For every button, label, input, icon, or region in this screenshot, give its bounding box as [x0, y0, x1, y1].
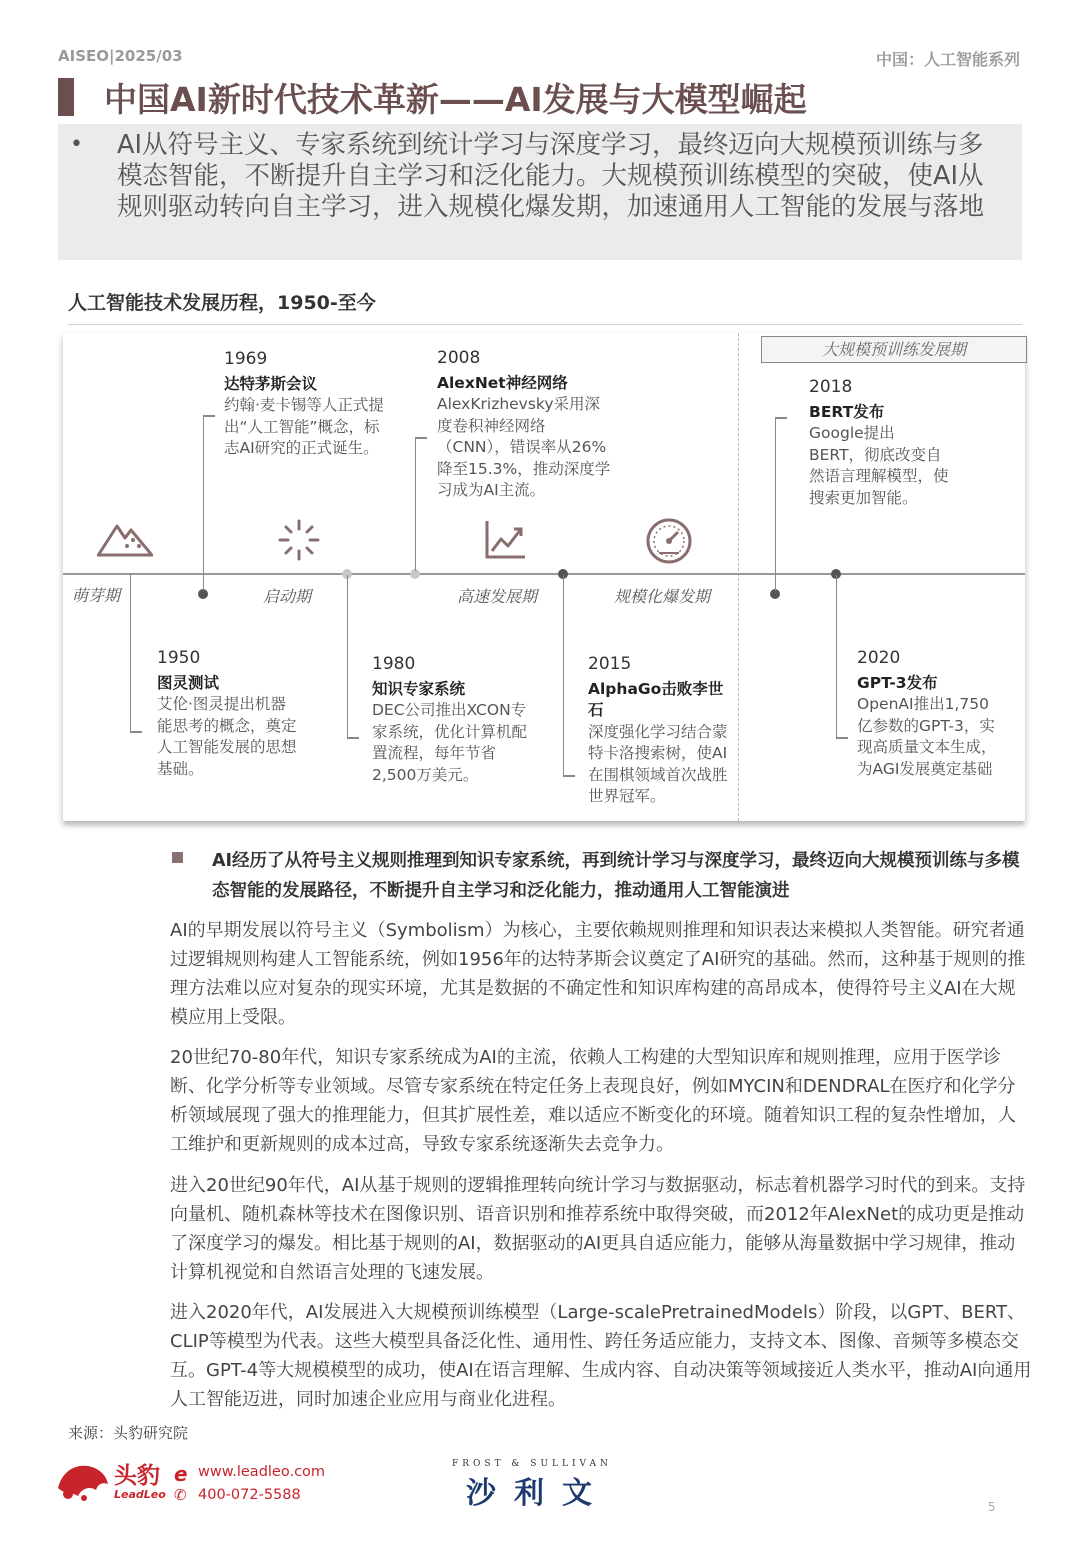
event-year: 1980: [372, 654, 416, 674]
summary-bullet: •: [70, 132, 83, 157]
page-title: 中国AI新时代技术革新——AI发展与大模型崛起: [104, 80, 807, 119]
phone-number: 400-072-5588: [198, 1487, 301, 1503]
gauge-icon: [645, 517, 693, 565]
event-2015: [588, 654, 736, 808]
web-e-icon: e: [174, 1462, 188, 1486]
event-year: 1950: [157, 648, 201, 668]
mountain-icon: [97, 518, 153, 558]
event-year: 2015: [588, 654, 632, 674]
event-year: 2008: [437, 348, 481, 368]
connector-1950: [130, 573, 131, 731]
connector-tick: [836, 737, 848, 739]
phase-label-rapid-growth: 高速发展期: [457, 587, 538, 606]
connector-tick: [130, 731, 142, 733]
website-link[interactable]: www.leadleo.com: [198, 1464, 326, 1480]
event-year: 2020: [857, 648, 901, 668]
key-point-bullet: [172, 852, 183, 863]
phase-label-budding: 萌芽期: [72, 586, 121, 605]
body-paragraph-3: 进入20世纪90年代，AI从基于规则的逻辑推理转向统计学习与数据驱动，标志着机器学习时代的到来。支持向量机、随机森林等技术在图像识别、语音识别和推荐系统中取得突破，而2012年AlexNet的成功更是推动了深度学习的爆发。相比基于规则的AI，数据驱动的AI更具自适应能力，能够从海量数据中学习规律，推动计算机视觉和自然语言处理的飞速发展。: [170, 1175, 1026, 1283]
connector-1969: [203, 415, 204, 591]
partner-name-en: FROST & SULLIVAN: [452, 1459, 612, 1469]
phase-box-label: 大规模预训练发展期: [761, 336, 1027, 363]
leadleo-logo-icon: [54, 1458, 110, 1502]
report-tag: AISEO|2025/03: [58, 47, 183, 65]
event-name: AlexNet神经网络: [437, 373, 568, 392]
source-note: 来源：头豹研究院: [68, 1424, 189, 1442]
event-name: GPT-3发布: [857, 673, 938, 692]
event-2018: [809, 377, 949, 509]
event-year: 2018: [809, 377, 853, 397]
event-desc: 深度强化学习结合蒙特卡洛搜索树，使AI在围棋领域首次战胜世界冠军。: [588, 722, 728, 805]
connector-tick: [415, 437, 427, 439]
event-name: 知识专家系统: [372, 679, 466, 698]
event-year: 1969: [224, 349, 268, 369]
partner-name-cn: 沙利文: [466, 1476, 610, 1511]
connector-1980: [347, 575, 348, 737]
event-1969: [224, 349, 384, 460]
title-accent-bar: [58, 78, 74, 116]
connector-2008: [415, 437, 416, 571]
event-name: 图灵测试: [157, 673, 220, 692]
key-point-text: AI经历了从符号主义规则推理到知识专家系统，再到统计学习与深度学习，最终迈向大规模预训练与多模态智能的发展路径，不断提升自主学习和泛化能力，推动通用人工智能演进: [212, 851, 1020, 901]
connector-2020: [836, 575, 837, 737]
connector-tick: [203, 415, 215, 417]
chart-divider: [68, 324, 1022, 325]
chart-title: 人工智能技术发展历程，1950-至今: [68, 292, 376, 314]
phase-divider: [738, 333, 739, 821]
summary-text: AI从符号主义、专家系统到统计学习与深度学习，最终迈向大规模预训练与多模态智能，不断提升自主学习和泛化能力。大规模预训练模型的突破，使AI从规则驱动转向自主学习，进入规模化爆发期，加速通用人工智能的发展与落地: [117, 130, 985, 222]
connector-tick: [347, 737, 359, 739]
brand-name-cn: 头豹: [114, 1463, 160, 1489]
connector-tick: [775, 417, 787, 419]
phase-label-startup: 启动期: [263, 587, 312, 606]
timeline-axis: [63, 573, 1025, 575]
growth-chart-icon: [483, 519, 527, 561]
body-paragraph-1: AI的早期发展以符号主义（Symbolism）为核心，主要依赖规则推理和知识表达来模拟人类智能。研究者通过逻辑规则构建人工智能系统，例如1956年的达特茅斯会议奠定了AI研究的基础。然而，这种基于规则的推理方法难以应对复杂的现实环境，尤其是数据的不确定性和知识库构建的高昂成本，使得符号主义AI在大规模应用上受限。: [170, 920, 1026, 1028]
event-desc: 艾伦·图灵提出机器能思考的概念，奠定人工智能发展的思想基础。: [157, 695, 297, 778]
event-1950: [157, 648, 297, 780]
sparkle-icon: [278, 519, 320, 561]
event-desc: OpenAI推出1,750亿参数的GPT-3，实现高质量文本生成，为AGI发展奠定基础: [857, 695, 997, 778]
event-1980: [372, 654, 532, 786]
event-desc: 约翰·麦卡锡等人正式提出“人工智能”概念，标志AI研究的正式诞生。: [224, 396, 384, 457]
connector-2018: [775, 417, 776, 591]
brand-name-en: LeadLeo: [114, 1488, 166, 1501]
page-number: 5: [988, 1500, 996, 1514]
timeline-panel: [63, 333, 1025, 821]
body-paragraph-2: 20世纪70-80年代，知识专家系统成为AI的主流，依赖人工构建的大型知识库和规则推理，应用于医学诊断、化学分析等专业领域。尽管专家系统在特定任务上表现良好，例如MYCIN和DENDRAL在医疗和化学分析领域展现了强大的推理能力，但其扩展性差，难以适应不断变化的环境。随着知识工程的复杂性增加，人工维护和更新规则的成本过高，导致专家系统逐渐失去竞争力。: [170, 1047, 1016, 1155]
event-name: AlphaGo击败李世石: [588, 679, 724, 719]
phone-icon: ✆: [174, 1486, 187, 1504]
event-2008: [437, 348, 613, 502]
body-paragraph-4: 进入2020年代，AI发展进入大规模预训练模型（Large-scalePretrainedModels）阶段，以GPT、BERT、CLIP等模型为代表。这些大模型具备泛化性、通用性、跨任务适应能力，支持文本、图像、音频等多模态交互。GPT-4等大规模模型的成功，使AI在语言理解、生成内容、自动决策等领域接近人类水平，推动AI向通用人工智能迈进，同时加速企业应用与商业化进程。: [170, 1302, 1032, 1410]
event-desc: DEC公司推出XCON专家系统，优化计算机配置流程，每年节省2,500万美元。: [372, 701, 528, 784]
series-label: 中国：人工智能系列: [875, 50, 1020, 69]
connector-2015: [563, 575, 564, 775]
event-2020: [857, 648, 997, 780]
event-desc: Google提出BERT，彻底改变自然语言理解模型，使搜索更加智能。: [809, 424, 949, 507]
event-name: BERT发布: [809, 402, 885, 421]
phase-label-scale-explosion: 规模化爆发期: [614, 587, 711, 606]
event-name: 达特茅斯会议: [224, 374, 318, 393]
connector-tick: [563, 775, 575, 777]
event-desc: AlexKrizhevsky采用深度卷积神经网络（CNN），错误率从26%降至15.3%，推动深度学习成为AI主流。: [437, 395, 611, 499]
